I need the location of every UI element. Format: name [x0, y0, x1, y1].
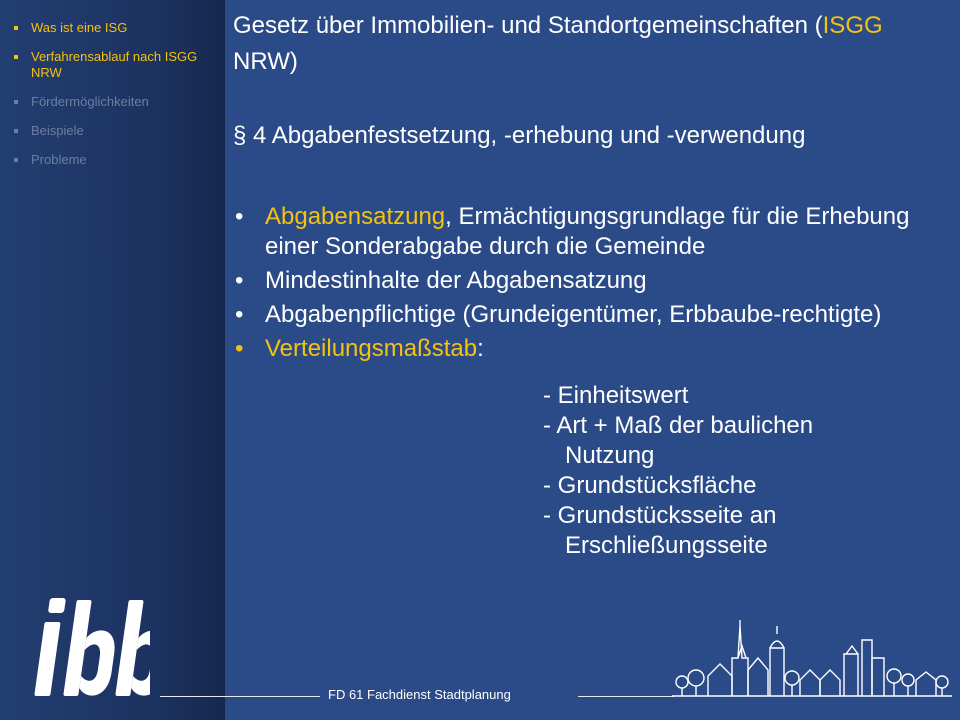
title-highlight: ISGG	[822, 12, 883, 39]
verteilung-colon: :	[477, 335, 484, 362]
bullet-square-icon	[14, 100, 18, 104]
verteilung-label: Verteilungsmaßstab	[265, 335, 478, 362]
nav-item-was-ist-eine-isg[interactable]	[12, 20, 212, 36]
bullet-dot-icon: •	[235, 335, 244, 362]
ibb-logo	[30, 598, 150, 700]
bullet-text: , Ermächtigungsgrundlage für die Erhebung einer Sonderabgabe durch die Gemeinde	[265, 203, 910, 260]
nav-item-label: Beispiele	[31, 123, 84, 138]
nav-item-label: Was ist eine ISG	[31, 20, 128, 35]
city-skyline-icon	[672, 618, 952, 700]
bullet-dot-icon: •	[235, 301, 244, 328]
section-heading: § 4 Abgabenfestsetzung, -erhebung und -verwendung	[233, 122, 806, 149]
title-text-end: NRW)	[233, 48, 298, 75]
verteilung-item-continued: Erschließungsseite	[565, 532, 768, 559]
footer-divider-left	[160, 696, 320, 697]
bullet-square-icon	[14, 129, 18, 133]
bullet-item	[233, 300, 953, 330]
verteilung-item-continued: Nutzung	[565, 442, 655, 469]
nav-item-label: Fördermöglichkeiten	[31, 94, 149, 109]
footer-divider-right	[578, 696, 674, 697]
nav-item-label: Verfahrensablauf nach ISGG NRW	[31, 49, 198, 80]
nav-item-beispiele[interactable]	[12, 123, 212, 139]
verteilung-item: - Art + Maß der baulichen	[543, 412, 814, 439]
bullet-square-icon	[14, 26, 18, 30]
nav-item-foerdermoeglichkeiten[interactable]	[12, 94, 212, 110]
sidebar-nav	[12, 20, 212, 181]
nav-item-label: Probleme	[31, 152, 87, 167]
bullet-highlight: Abgabensatzung	[265, 203, 446, 230]
bullet-list	[233, 202, 953, 368]
bullet-item	[233, 202, 953, 262]
bullet-item-verteilung	[233, 334, 953, 364]
bullet-dot-icon: •	[235, 267, 244, 294]
sidebar	[0, 0, 225, 720]
bullet-square-icon	[14, 55, 18, 59]
title-text: Gesetz über Immobilien- und Standortgemeinschaften (	[233, 12, 823, 39]
verteilung-item: - Einheitswert	[543, 382, 689, 409]
bullet-item	[233, 266, 953, 296]
nav-item-verfahrensablauf[interactable]	[12, 49, 212, 81]
bullet-dot-icon: •	[235, 203, 244, 230]
footer-text: FD 61 Fachdienst Stadtplanung	[328, 687, 511, 702]
bullet-square-icon	[14, 158, 18, 162]
verteilung-item: - Grundstücksseite an	[543, 502, 777, 529]
nav-item-probleme[interactable]	[12, 152, 212, 168]
verteilung-list	[543, 381, 813, 561]
bullet-text: Abgabenpflichtige (Grundeigentümer, Erbbaube-rechtigte)	[265, 301, 882, 328]
bullet-text: Mindestinhalte der Abgabensatzung	[265, 267, 647, 294]
verteilung-item: - Grundstücksfläche	[543, 472, 757, 499]
slide-title	[233, 8, 953, 80]
